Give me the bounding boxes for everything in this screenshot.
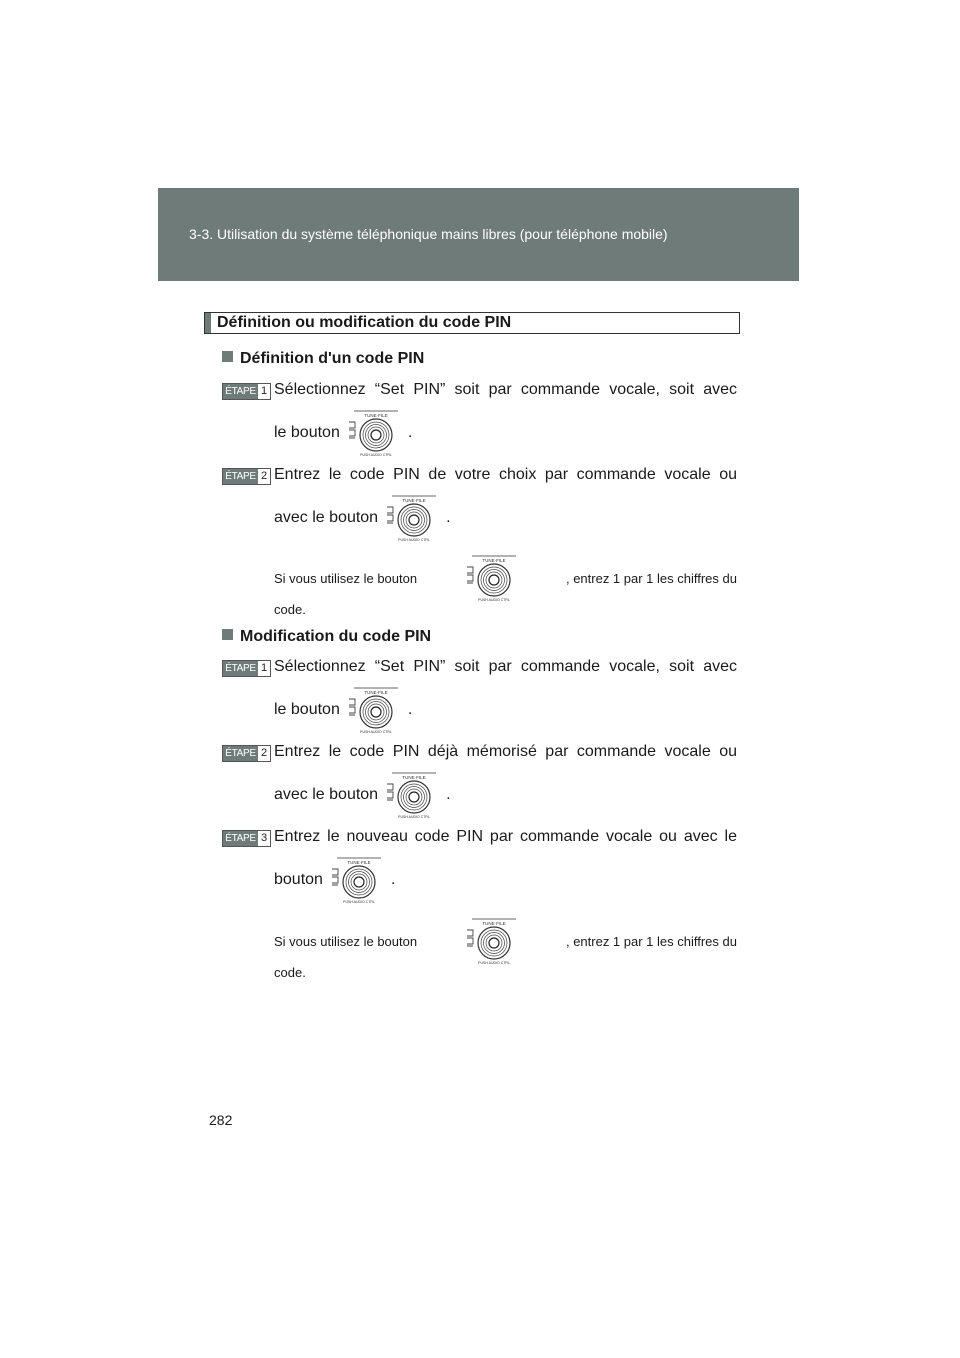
section-heading-box <box>204 312 740 334</box>
tune-file-knob-icon <box>464 916 520 966</box>
step-badge: ÉTAPE 1 <box>222 383 271 400</box>
section-title: Définition ou modification du code PIN <box>217 314 512 331</box>
note-text: Si vous utilisez le bouton , entrez 1 par 1 les chiffres du <box>274 553 737 603</box>
step-text-continuation: avec le bouton . <box>274 770 451 820</box>
tune-file-knob-icon <box>346 408 402 458</box>
step-badge: ÉTAPE 1 <box>222 660 271 677</box>
step-badge: ÉTAPE 2 <box>222 745 271 762</box>
step-text-continuation: le bouton . <box>274 685 412 735</box>
section-accent-bar <box>205 313 211 333</box>
tune-file-knob-icon <box>384 770 440 820</box>
note-text: Si vous utilisez le bouton , entrez 1 par 1 les chiffres du <box>274 916 737 966</box>
chapter-breadcrumb: 3-3. Utilisation du système téléphonique mains libres (pour téléphone mobile) <box>189 226 668 242</box>
note-text-continuation: code. <box>274 965 306 980</box>
step-text-line: Entrez le code PIN déjà mémorisé par commande vocale ou <box>274 743 737 760</box>
step-text-continuation: avec le bouton . <box>274 493 451 543</box>
subsection-heading-change-pin: Modification du code PIN <box>222 628 431 646</box>
step-text-line: Entrez le code PIN de votre choix par commande vocale ou <box>274 466 737 483</box>
square-bullet-icon <box>222 351 233 362</box>
step-text-line: Sélectionnez “Set PIN” soit par commande vocale, soit avec <box>274 381 737 398</box>
chapter-header <box>158 188 799 281</box>
tune-file-knob-icon <box>464 553 520 603</box>
step-text-continuation: bouton . <box>274 855 395 905</box>
step-text-continuation: le bouton . <box>274 408 412 458</box>
step-text-line: Sélectionnez “Set PIN” soit par commande vocale, soit avec <box>274 658 737 675</box>
step-text-line: Entrez le nouveau code PIN par commande vocale ou avec le <box>274 828 737 845</box>
tune-file-knob-icon <box>329 855 385 905</box>
square-bullet-icon <box>222 629 233 640</box>
tune-file-knob-icon <box>346 685 402 735</box>
step-badge: ÉTAPE 3 <box>222 830 271 847</box>
step-badge: ÉTAPE 2 <box>222 468 271 485</box>
note-text-continuation: code. <box>274 602 306 617</box>
subsection-heading-set-pin: Définition d'un code PIN <box>222 350 424 368</box>
page-number: 282 <box>209 1112 233 1128</box>
tune-file-knob-icon <box>384 493 440 543</box>
